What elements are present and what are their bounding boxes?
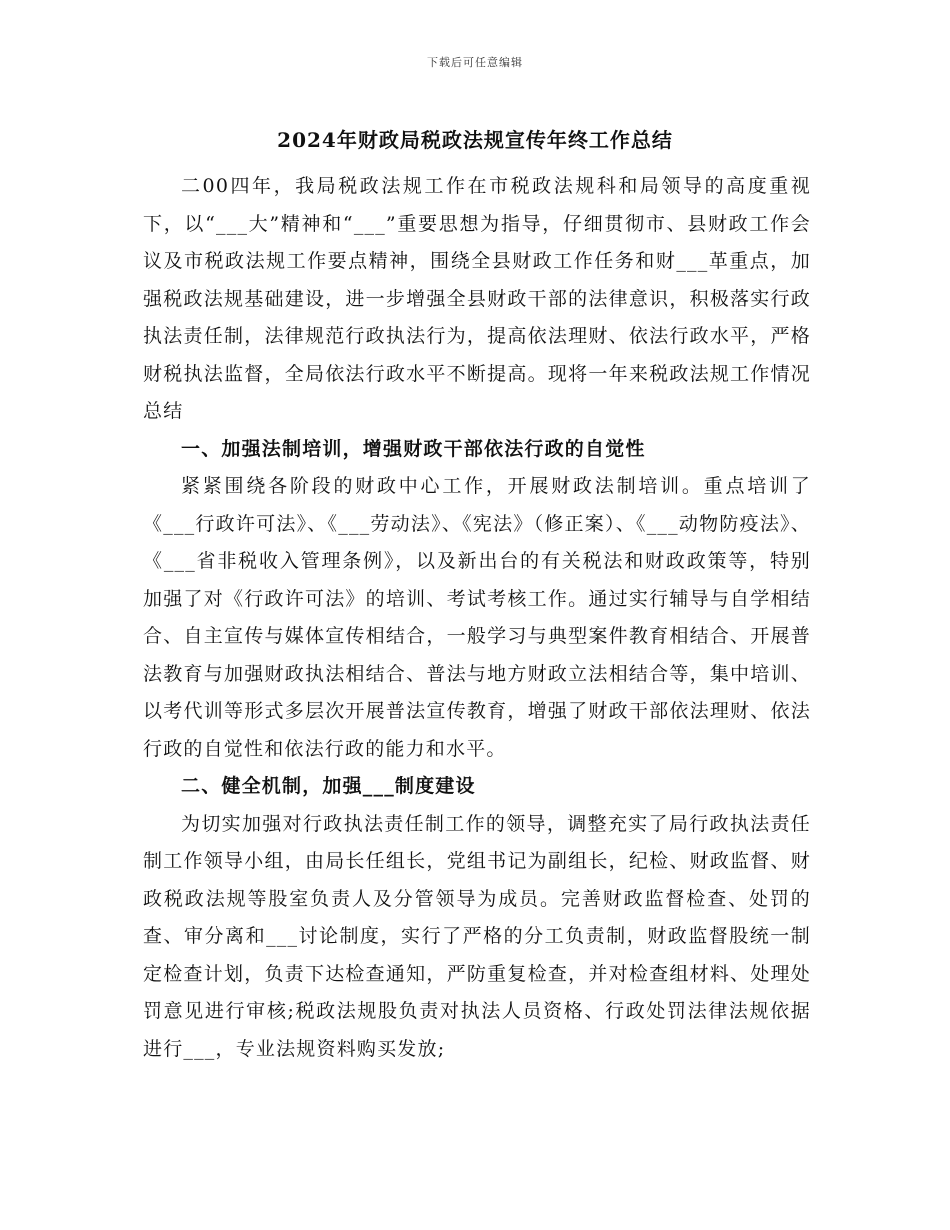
header-note: 下载后可任意编辑 bbox=[427, 56, 523, 69]
intro-paragraph: 二00四年，我局税政法规工作在市税政法规科和局领导的高度重视下，以“___大”精神和“___”重要思想为指导，仔细贯彻市、县财政工作会议及市税政法规工作要点精神，围绕全县财政工作任务和财___革重点，加强税政法规基础建设，进一步增强全县财政干部的法律意识，积极落实行政执法责任制，法律规范行政执法行为，提高依法理财、依法行政水平，严格财税执法监督，全局依法行政水平不断提高。现将一年来税政法规工作情况总结 bbox=[143, 175, 811, 422]
section-1-paragraph: 紧紧围绕各阶段的财政中心工作，开展财政法制培训。重点培训了《___行政许可法》、《___劳动法》、《宪法》（修正案）、《___动物防疫法》、《___省非税收入管理条例》，以及新出台的有关税法和财政政策等，特别加强了对《行政许可法》的培训、考试考核工作。通过实行辅导与自学相结合、自主宣传与媒体宣传相结合，一般学习与典型案件教育相结合、开展普法教育与加强财政执法相结合、普法与地方财政立法相结合等，集中培训、以考代训等形式多层次开展普法宣传教育，增强了财政干部依法理财、依法行政的自觉性和依法行政的能力和水平。 bbox=[143, 475, 811, 760]
section-2-paragraph: 为切实加强对行政执法责任制工作的领导，调整充实了局行政执法责任制工作领导小组，由局长任组长，党组书记为副组长，纪检、财政监督、财政税政法规等股室负责人及分管领导为成员。完善财政监督检查、处罚的查、审分离和___讨论制度，实行了严格的分工负责制，财政监督股统一制定检查计划，负责下达检查通知，严防重复检查，并对检查组材料、处理处罚意见进行审核;税政法规股负责对执法人员资格、行政处罚法律法规依据进行___，专业法规资料购买发放; bbox=[143, 812, 811, 1060]
section-1-heading: 一、加强法制培训，增强财政干部依法行政的自觉性 bbox=[181, 437, 646, 460]
section-2-heading: 二、健全机制，加强___制度建设 bbox=[181, 775, 476, 797]
document-title: 2024年财政局税政法规宣传年终工作总结 bbox=[277, 128, 673, 152]
document-body bbox=[143, 168, 811, 1068]
